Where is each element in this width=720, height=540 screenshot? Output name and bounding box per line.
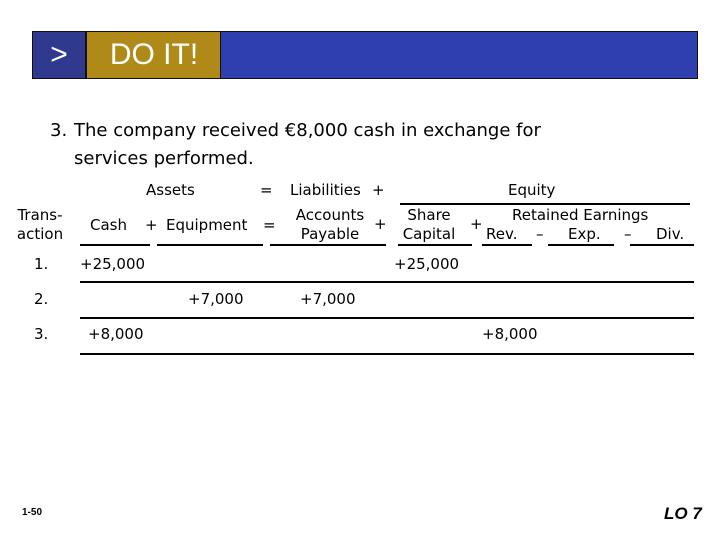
share-header-2: Capital: [402, 225, 456, 243]
accounts-header-2: Payable: [300, 225, 360, 243]
div-header: Div.: [656, 225, 685, 243]
row-2-number: 2.: [34, 290, 49, 308]
share-header-1: Share: [407, 206, 451, 224]
banner-bar: [220, 31, 698, 79]
minus-1: –: [536, 225, 544, 243]
equity-header-rule: [400, 203, 690, 205]
transaction-header-1: Trans-: [17, 206, 63, 224]
row-1-rule: [80, 281, 694, 283]
exp-header: Exp.: [568, 225, 601, 243]
liabilities-header: Liabilities: [290, 181, 361, 199]
plus-header: +: [372, 181, 385, 199]
cash-header: Cash: [90, 216, 127, 234]
row-3-cash: +8,000: [88, 325, 144, 343]
row-3-revenue: +8,000: [482, 325, 538, 343]
row-1-cash: +25,000: [80, 255, 146, 273]
equals-header: =: [260, 181, 273, 199]
rev-header: Rev.: [486, 225, 518, 243]
equity-header: Equity: [508, 181, 556, 199]
learning-objective: LO 7: [664, 504, 702, 523]
transaction-header-2: action: [16, 225, 64, 243]
div-rule: [630, 244, 694, 246]
rev-rule: [482, 244, 532, 246]
row-2-accounts-payable: +7,000: [300, 290, 356, 308]
plus-3: +: [470, 215, 483, 233]
cash-rule: [80, 244, 150, 246]
row-2-rule: [80, 317, 694, 319]
plus-1: +: [145, 216, 158, 234]
equals-2: =: [263, 216, 276, 234]
accounts-rule: [270, 244, 386, 246]
assets-header: Assets: [146, 181, 195, 199]
row-1-share-capital: +25,000: [394, 255, 460, 273]
question: [50, 117, 541, 173]
equipment-rule: [157, 244, 263, 246]
exp-rule: [548, 244, 614, 246]
banner-title: DO IT!: [86, 31, 222, 79]
question-number: 3.: [50, 120, 68, 141]
question-line-2: services performed.: [74, 148, 254, 169]
row-2-equipment: +7,000: [188, 290, 244, 308]
banner-arrow: >: [32, 31, 86, 79]
question-line-1: The company received €8,000 cash in exchange for: [74, 120, 541, 141]
row-1-number: 1.: [34, 255, 49, 273]
accounts-header-1: Accounts: [295, 206, 365, 224]
page-number: 1-50: [22, 507, 43, 518]
plus-2: +: [374, 215, 387, 233]
retained-earnings-header: Retained Earnings: [512, 206, 649, 224]
row-3-number: 3.: [34, 325, 49, 343]
share-rule: [398, 244, 472, 246]
minus-2: –: [624, 225, 632, 243]
row-3-rule: [80, 353, 694, 355]
equipment-header: Equipment: [166, 216, 248, 234]
